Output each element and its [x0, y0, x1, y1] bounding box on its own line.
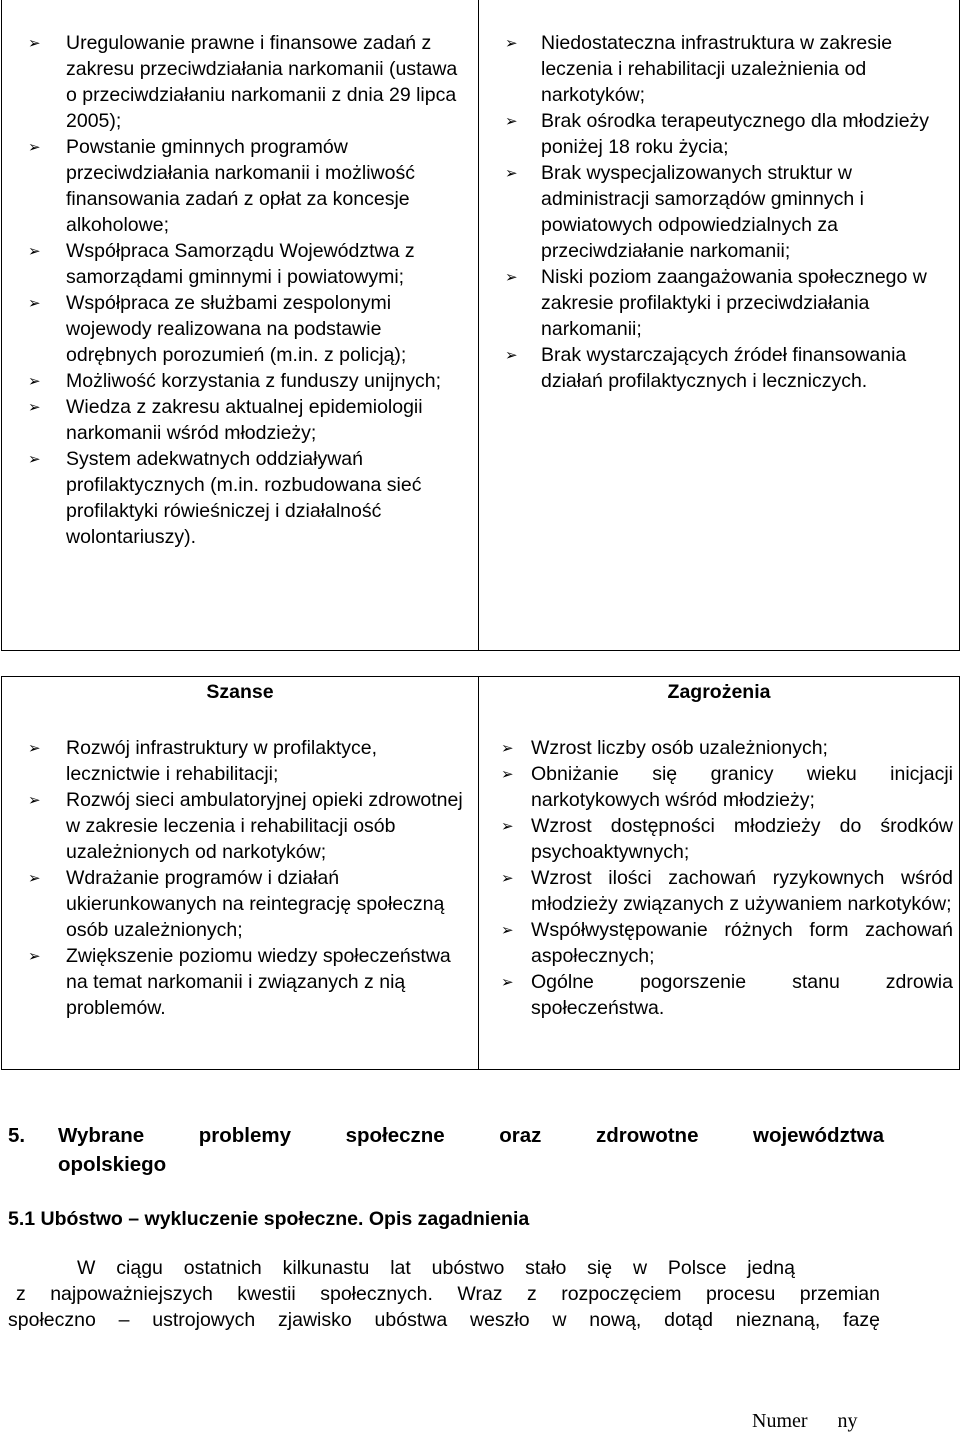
list-item: ➢ Niski poziom zaangażowania społecznego w zakresie profilaktyki i przeciwdziałania narkomanii;: [505, 264, 949, 342]
list-item: ➢ Współwystępowanie różnych form zachowań aspołecznych;: [501, 917, 953, 969]
page-number-label: [752, 1408, 858, 1434]
list-item: ➢ Wiedza z zakresu aktualnej epidemiologii narkomanii wśród młodzieży;: [28, 394, 464, 446]
list-item: ➢ Rozwój sieci ambulatoryjnej opieki zdrowotnej w zakresie leczenia i rehabilitacji osób uzależnionych od narkotyków;: [28, 787, 466, 865]
threats-list: [479, 705, 959, 1021]
opportunities-threats-table: [1, 676, 960, 1070]
page-label-part1: Numer: [752, 1410, 808, 1432]
section-title-line2: opolskiego: [58, 1153, 167, 1176]
list-item: ➢ Uregulowanie prawne i finansowe zadań z zakresu przeciwdziałania narkomanii (ustawa o przeciwdziałaniu narkomanii z dnia 29 lipca 2005);: [28, 30, 464, 134]
list-item: ➢ Obniżanie się granicy wieku inicjacji narkotykowych wśród młodzieży;: [501, 761, 953, 813]
subsection-heading: 5.1 Ubóstwo – wykluczenie społeczne. Opis zagadnienia: [8, 1208, 530, 1230]
strengths-cell: [2, 0, 479, 651]
list-item: ➢ Zwiększenie poziomu wiedzy społeczeństwa na temat narkomanii i związanych z nią problemów.: [28, 943, 466, 1021]
threats-cell: [479, 677, 960, 1070]
list-item: ➢ Współpraca Samorządu Województwa z samorządami gminnymi i powiatowymi;: [28, 238, 464, 290]
opportunities-heading: Szanse: [206, 681, 274, 703]
threats-heading: Zagrożenia: [667, 681, 771, 703]
list-item: ➢ Ogólne pogorszenie stanu zdrowia społeczeństwa.: [501, 969, 953, 1021]
list-item: ➢ Brak ośrodka terapeutycznego dla młodzieży poniżej 18 roku życia;: [505, 108, 949, 160]
body-paragraph: [8, 1255, 880, 1333]
paragraph-line: z najpoważniejszych kwestii społecznych. Wraz z rozpoczęciem procesu przemian: [16, 1283, 880, 1305]
section-heading: [8, 1121, 884, 1179]
list-item: ➢ Wdrażanie programów i działań ukierunkowanych na reintegrację społeczną osób uzależnionych;: [28, 865, 466, 943]
list-item: ➢ Brak wystarczających źródeł finansowania działań profilaktycznych i leczniczych.: [505, 342, 949, 394]
opportunities-list: [2, 705, 478, 1021]
paragraph-line: społeczno – ustrojowych zjawisko ubóstwa weszło w nową, dotąd nieznaną, fazę: [8, 1309, 880, 1331]
list-item: ➢ Niedostateczna infrastruktura w zakresie leczenia i rehabilitacji uzależnienia od narkotyków;: [505, 30, 949, 108]
list-item: ➢ Współpraca ze służbami zespolonymi wojewody realizowana na podstawie odrębnych porozumień (m.in. z policją);: [28, 290, 464, 368]
strengths-list: [2, 0, 478, 550]
list-item: ➢ Wzrost dostępności młodzieży do środków psychoaktywnych;: [501, 813, 953, 865]
list-item: ➢ System adekwatnych oddziaływań profilaktycznych (m.in. rozbudowana sieć profilaktyki rówieśniczej i działalność wolontariuszy).: [28, 446, 464, 550]
list-item: ➢ Wzrost liczby osób uzależnionych;: [501, 735, 953, 761]
weaknesses-list: [479, 0, 959, 394]
list-item: ➢ Rozwój infrastruktury w profilaktyce, lecznictwie i rehabilitacji;: [28, 735, 466, 787]
page-label-part2: ny: [837, 1410, 858, 1432]
section-title-line1: Wybrane problemy społeczne oraz zdrowotne województwa: [58, 1124, 884, 1147]
paragraph-line: W ciągu ostatnich kilkunastu lat ubóstwo stało się w Polsce jedną: [77, 1257, 795, 1279]
section-number: 5.: [8, 1124, 26, 1147]
weaknesses-cell: [479, 0, 960, 651]
list-item: ➢ Powstanie gminnych programów przeciwdziałania narkomanii i możliwość finansowania zadań z opłat za koncesje alkoholowe;: [28, 134, 464, 238]
list-item: ➢ Możliwość korzystania z funduszy unijnych;: [28, 368, 464, 394]
opportunities-cell: [2, 677, 479, 1070]
section-title: [58, 1121, 884, 1179]
list-item: ➢ Brak wyspecjalizowanych struktur w administracji samorządów gminnych i powiatowych odpowiedzialnych za przeciwdziałanie narkomanii;: [505, 160, 949, 264]
list-item: ➢ Wzrost ilości zachowań ryzykownych wśród młodzieży związanych z używaniem narkotyków;: [501, 865, 953, 917]
strengths-weaknesses-table: [1, 0, 960, 651]
